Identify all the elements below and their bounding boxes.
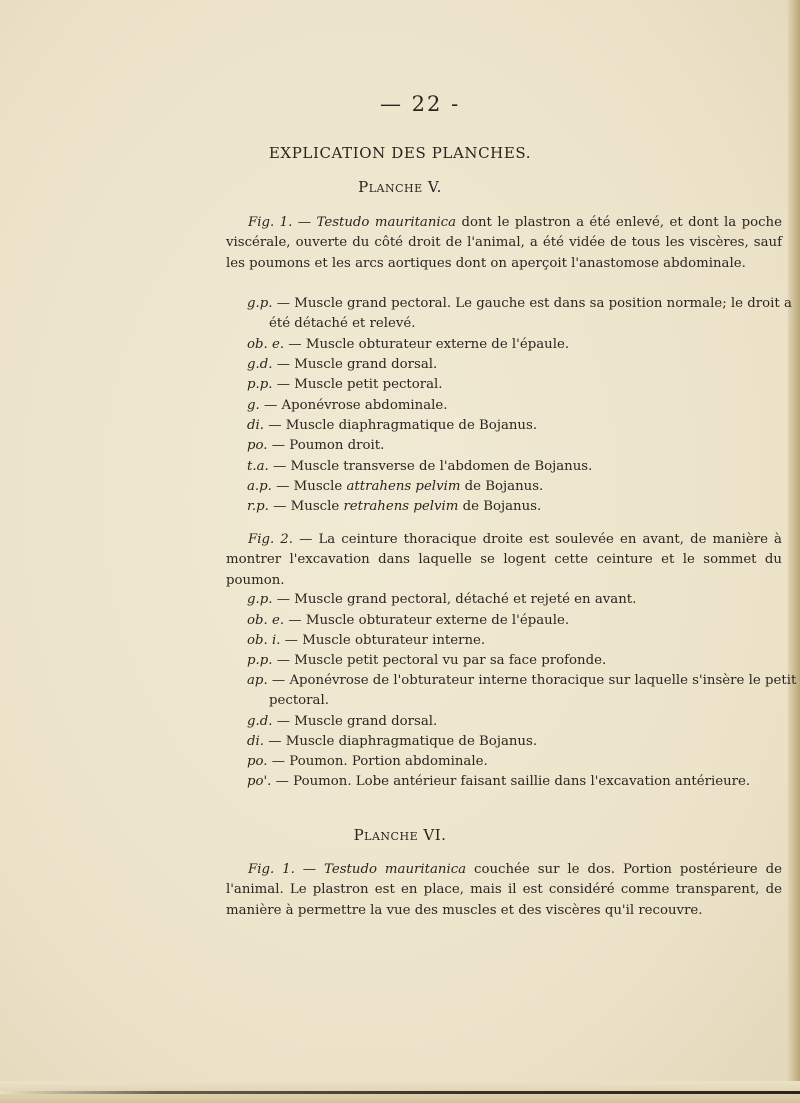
legend-entry: di. — Muscle diaphragmatique de Bojanus. (247, 734, 538, 749)
legend-entry: po. — Poumon. Portion abdominale. (247, 754, 488, 769)
page-bottom-rule (0, 1091, 800, 1094)
legend-entry: po. — Poumon droit. (247, 438, 385, 453)
legend-entry: g.p. — Muscle grand pectoral, détaché et rejeté en avant. (247, 592, 637, 607)
legend-entry: ap. — Aponévrose de l'obturateur interne thoracique sur laquelle s'insère le petit pectoral. (247, 673, 797, 709)
section-heading-planche-v: Planche V. (358, 178, 442, 196)
section-heading-planche-vi: Planche VI. (353, 826, 447, 844)
legend-entry: p.p. — Muscle petit pectoral. (247, 377, 443, 392)
legend-entry: a.p. — Muscle attrahens pelvim de Bojanus. (247, 479, 544, 494)
figure-caption: Fig. 2. — La ceinture thoracique droite est soulevée en avant, de manière à montrer l'excavation dans laquelle se logent cette ceinture et le sommet du poumon. (226, 532, 782, 588)
legend-entry: t.a. — Muscle transverse de l'abdomen de Bojanus. (247, 459, 593, 474)
legend-entry: g.d. — Muscle grand dorsal. (247, 714, 438, 729)
page-number: — 22 - (380, 92, 461, 116)
legend-entry: ob. e. — Muscle obturateur externe de l'épaule. (247, 613, 570, 628)
page-title: EXPLICATION DES PLANCHES. (268, 144, 532, 162)
figure-caption: Fig. 1. — Testudo mauritanica dont le plastron a été enlevé, et dont la poche viscérale, ouverte du côté droit de l'animal, a été vidée de tous les viscères, sauf les poumons et les arcs aortiques dont on aperçoit l'anastomose abdominale. (226, 215, 782, 271)
legend-entry: g. — Aponévrose abdominale. (247, 398, 448, 413)
legend-entry: di. — Muscle diaphragmatique de Bojanus. (247, 418, 538, 433)
legend-entry: g.p. — Muscle grand pectoral. Le gauche est dans sa position normale; le droit a été détaché et relevé. (247, 296, 792, 332)
legend-entry: r.p. — Muscle retrahens pelvim de Bojanus. (247, 499, 542, 514)
legend-entry: ob. e. — Muscle obturateur externe de l'épaule. (247, 337, 570, 352)
legend-entry: g.d. — Muscle grand dorsal. (247, 357, 438, 372)
legend-entry: p.p. — Muscle petit pectoral vu par sa face profonde. (247, 653, 607, 668)
legend-entry: po'. — Poumon. Lobe antérieur faisant saillie dans l'excavation antérieure. (247, 774, 751, 789)
legend-entry: ob. i. — Muscle obturateur interne. (247, 633, 486, 648)
figure-caption: Fig. 1. — Testudo mauritanica couchée sur le dos. Portion postérieure de l'animal. Le plastron est en place, mais il est considéré comme transparent, de manière à permettre la vue des muscles et des viscères qu'il recouvre. (226, 862, 782, 918)
page-edge-shadow (788, 0, 800, 1103)
